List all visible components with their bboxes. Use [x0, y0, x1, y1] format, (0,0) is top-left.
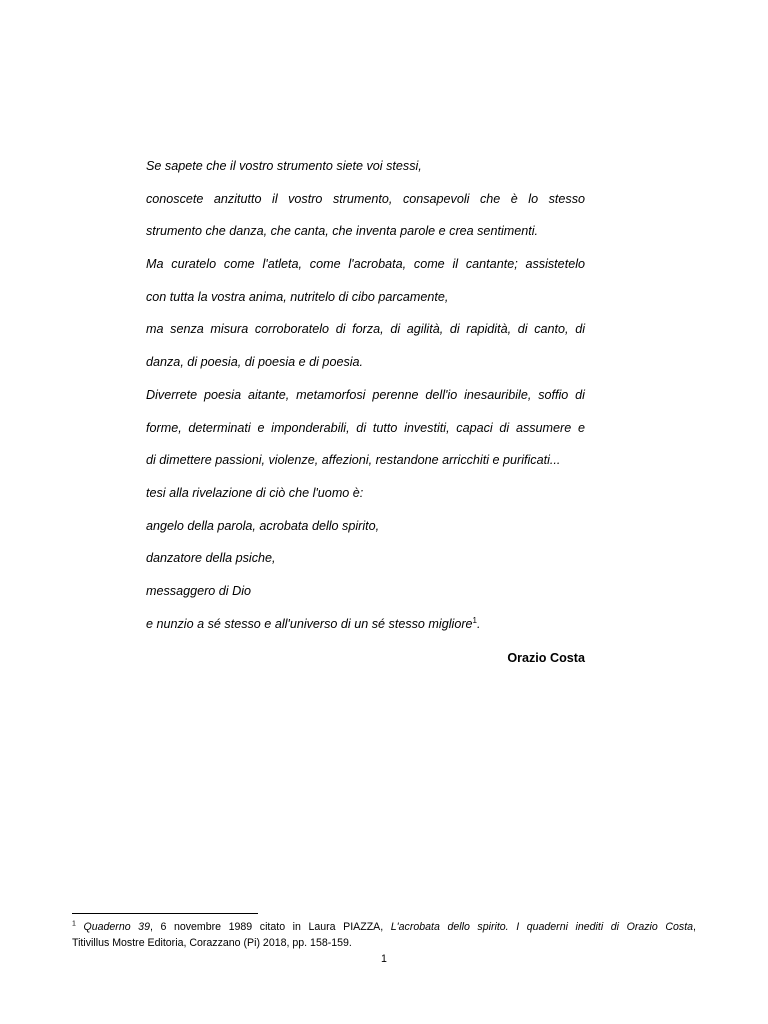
poem-line: tesi alla rivelazione di ciò che l'uomo è:	[146, 485, 364, 500]
poem-line-text: e nunzio a sé stesso e all'universo di un sé stesso migliore	[146, 616, 473, 631]
page-number: 1	[381, 953, 387, 965]
author-signature: Orazio Costa	[507, 651, 585, 665]
poem-body	[146, 152, 585, 642]
poem-line: ma senza misura corroboratelo di forza, di agilità, di rapidità, di canto, di	[146, 322, 585, 337]
poem-line: Ma curatelo come l'atleta, come l'acrobata, come il cantante; assistetelo	[146, 257, 585, 272]
poem-final-punctuation: .	[476, 616, 481, 631]
poem-line: Se sapete che il vostro strumento siete voi stessi,	[146, 159, 422, 173]
poem-line: di dimettere passioni, violenze, affezioni, restandone arricchiti e purificati...	[146, 453, 561, 468]
poem-line: danzatore della psiche,	[146, 551, 276, 566]
footnote-reference[interactable]: 1	[472, 615, 477, 625]
footnote-line	[72, 919, 696, 935]
footnote-book-title: L'acrobata dello spirito. I quaderni inediti di Orazio Costa	[390, 921, 694, 933]
poem-line: strumento che danza, che canta, che inventa parole e crea sentimenti.	[146, 224, 539, 239]
poem-line: con tutta la vostra anima, nutritelo di cibo parcamente,	[146, 289, 449, 304]
poem-line: Diverrete poesia aitante, metamorfosi perenne dell'io inesauribile, soffio di	[146, 387, 585, 402]
footnote-publisher-line: Titivillus Mostre Editoria, Corazzano (Pi) 2018, pp. 158-159.	[72, 937, 352, 949]
poem-last-line	[146, 610, 585, 643]
footnote-number: 1	[72, 920, 76, 928]
poem-line: forme, determinati e imponderabili, di tutto investiti, capaci di assumere e	[146, 420, 585, 435]
footnote-work-title: Quaderno 39	[83, 921, 150, 933]
poem-line: angelo della parola, acrobata dello spirito,	[146, 518, 380, 533]
footnote-text: , 6 novembre 1989 citato in Laura PIAZZA,	[149, 921, 391, 933]
poem-line: messaggero di Dio	[146, 583, 251, 598]
footnote-separator	[72, 913, 258, 914]
poem-line: danza, di poesia, di poesia e di poesia.	[146, 355, 364, 370]
footnote	[72, 919, 696, 951]
footnote-text: ,	[693, 921, 696, 933]
poem-line: conoscete anzitutto il vostro strumento, consapevoli che è lo stesso	[146, 191, 585, 206]
